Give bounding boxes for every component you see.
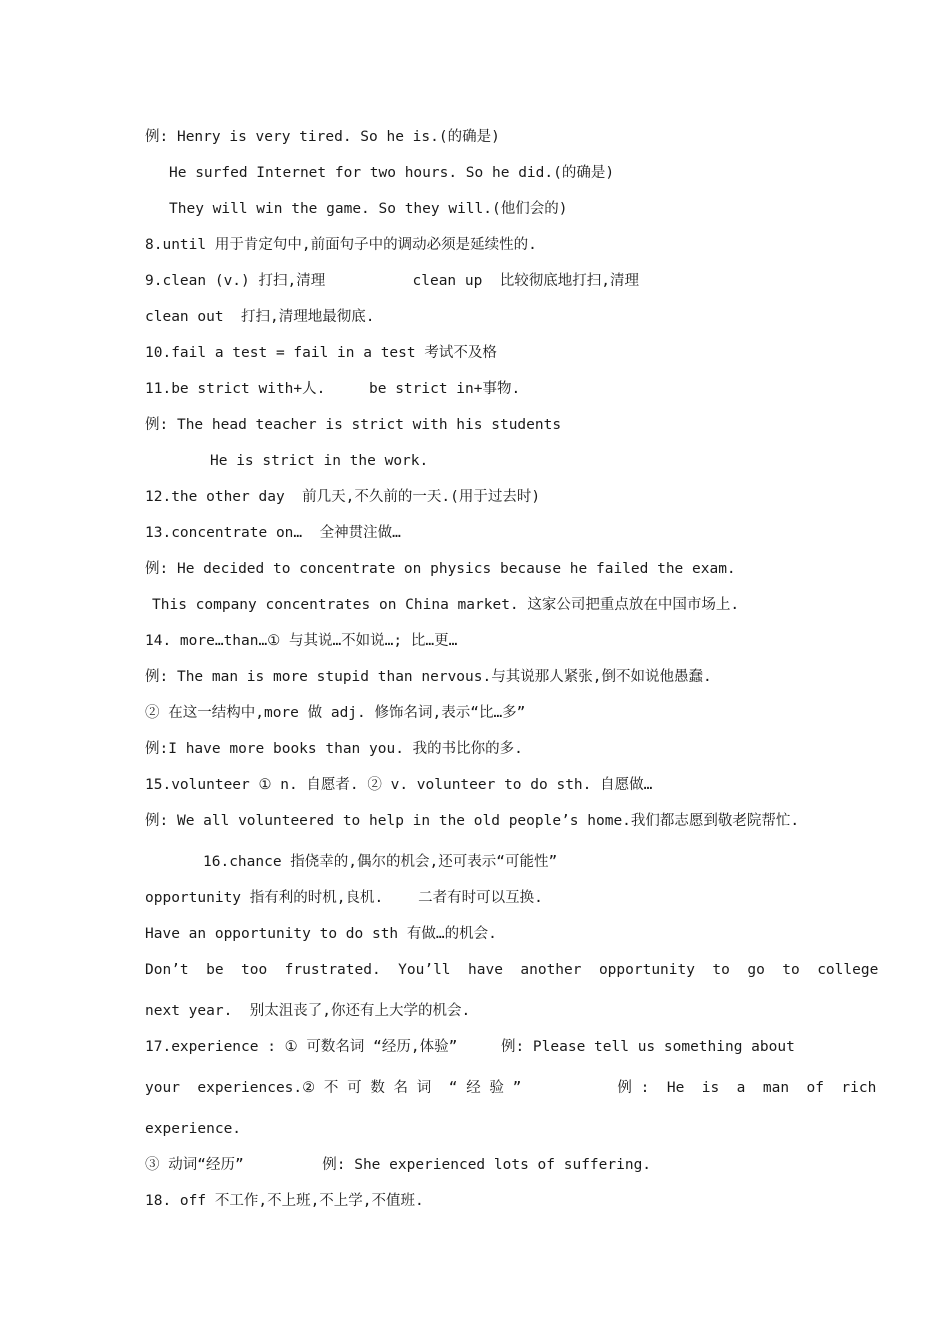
text-line: 10.fail a test = fail in a test 考试不及格 — [145, 345, 497, 361]
text-line: 13.concentrate on… 全神贯注做… — [145, 525, 401, 541]
text-line: 18. off 不工作,不上班,不上学,不值班. — [145, 1193, 424, 1209]
text-line: Don’t be too frustrated. You’ll have another opportunity to go to college — [145, 962, 879, 978]
text-line: They will win the game. So they will.(他们会的) — [169, 201, 568, 217]
text-line: experience. — [145, 1121, 242, 1137]
text-line: ② 在这一结构中,more 做 adj. 修饰名词,表示“比…多” — [145, 705, 526, 721]
text-line: 例: The head teacher is strict with his students — [145, 417, 562, 433]
text-line: 例: We all volunteered to help in the old people’s home.我们都志愿到敬老院帮忙. — [145, 813, 800, 829]
text-line: 17.experience : ① 可数名词 “经历,体验” 例: Please tell us something about — [145, 1039, 795, 1055]
text-line: Have an opportunity to do sth 有做…的机会. — [145, 926, 497, 942]
text-line: 例: He decided to concentrate on physics because he failed the exam. — [145, 561, 736, 577]
text-line: 例: Henry is very tired. So he is.(的确是) — [145, 129, 500, 145]
text-line: 9.clean (v.) 打扫,清理 clean up 比较彻底地打扫,清理 — [145, 273, 640, 289]
text-line: He surfed Internet for two hours. So he did.(的确是) — [169, 165, 615, 181]
text-line: ③ 动词“经历” 例: She experienced lots of suffering. — [145, 1157, 652, 1173]
text-line: your experiences.② 不 可 数 名 词 “ 经 验 ” 例 : He is a man of rich — [145, 1080, 877, 1096]
text-line: clean out 打扫,清理地最彻底. — [145, 309, 375, 325]
text-line: 8.until 用于肯定句中,前面句子中的调动必须是延续性的. — [145, 237, 537, 253]
text-line: He is strict in the work. — [210, 453, 429, 469]
text-line: 14. more…than…① 与其说…不如说…; 比…更… — [145, 633, 458, 649]
text-line: 11.be strict with+人. be strict in+事物. — [145, 381, 521, 397]
text-line: 例:I have more books than you. 我的书比你的多. — [145, 741, 523, 757]
text-line: opportunity 指有利的时机,良机. 二者有时可以互换. — [145, 890, 543, 906]
text-line: 16.chance 指侥幸的,偶尔的机会,还可表示“可能性” — [203, 854, 558, 870]
text-line: 12.the other day 前几天,不久前的一天.(用于过去时) — [145, 489, 541, 505]
text-line: next year. 别太沮丧了,你还有上大学的机会. — [145, 1003, 471, 1019]
text-line: This company concentrates on China market. 这家公司把重点放在中国市场上. — [152, 597, 740, 613]
text-line: 例: The man is more stupid than nervous.与其说那人紧张,倒不如说他愚蠢. — [145, 669, 712, 685]
text-line: 15.volunteer ① n. 自愿者. ② v. volunteer to do sth. 自愿做… — [145, 777, 653, 793]
